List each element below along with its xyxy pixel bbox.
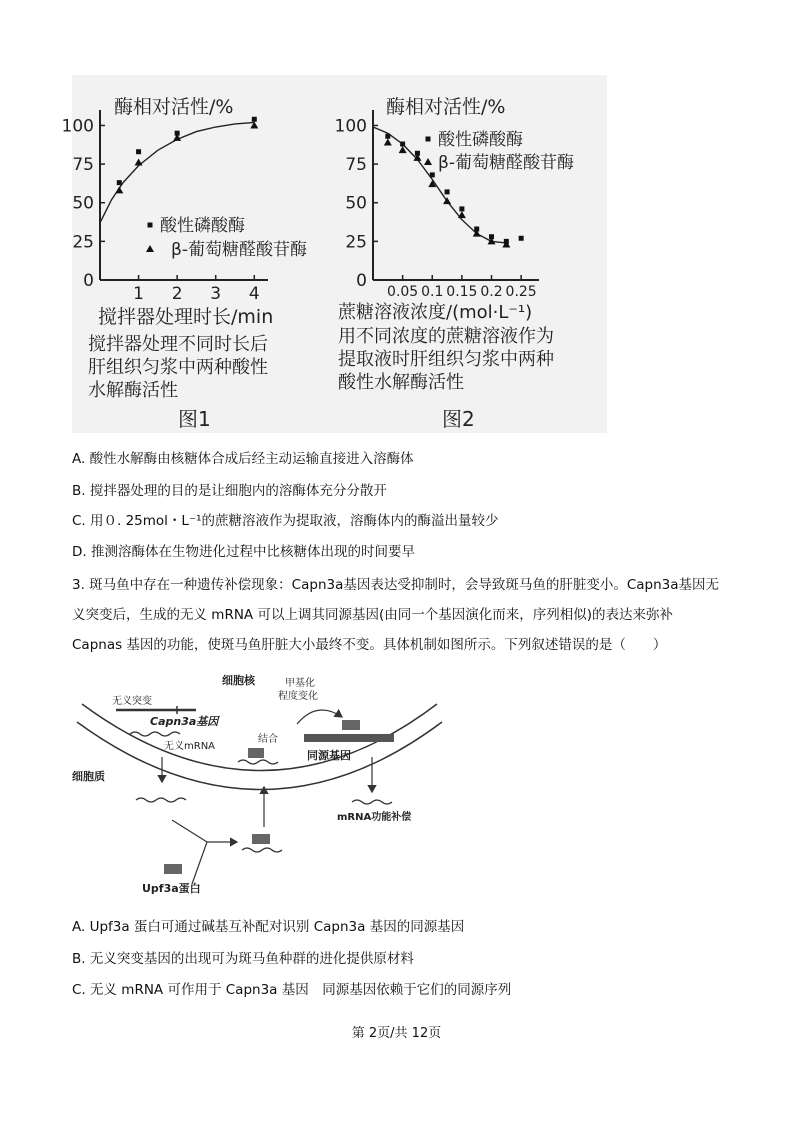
nonsense-mrna-cytoplasm — [136, 798, 186, 802]
methylation-arrow — [297, 710, 342, 724]
fig2-y-tick-label: 75 — [345, 155, 367, 176]
fig2-x-tick-label: 0.25 — [505, 284, 537, 300]
fig2-legend-marker-1 — [426, 137, 431, 142]
q3-option-b: B. 无义突变基因的出现可为斑马鱼种群的进化提供原材料 — [72, 951, 414, 967]
fig2-series1-point — [385, 134, 390, 139]
fig1-x-tick-label: 1 — [133, 284, 144, 304]
fig2-legend-label-2: β-葡萄糖醛酸苷酶 — [438, 153, 574, 173]
fig1-caption-line-1: 搅拌器处理不同时长后 — [88, 334, 268, 355]
mrna-bound-cytoplasm — [242, 848, 282, 852]
fig1-x-tick-label: 3 — [210, 284, 222, 304]
q2-option-d: D. 推测溶酶体在生物进化过程中比核糖体出现的时间要早 — [72, 544, 415, 560]
fig2-label: 图2 — [442, 407, 475, 431]
methyl-group-block — [342, 720, 360, 730]
fig2-series1-point — [445, 189, 450, 194]
q2-option-b: B. 搅拌器处理的目的是让细胞内的溶酶体充分分散开 — [72, 483, 387, 499]
fig2-caption-line-3: 酸性水解酶活性 — [338, 372, 464, 393]
homolog-gene-bar — [304, 734, 394, 742]
fig2-caption-line-2: 提取液时肝组织匀浆中两种 — [338, 349, 554, 370]
fig2-xlabel: 蔗糖溶液浓度/(mol·L⁻¹) — [338, 302, 533, 323]
q3-stem: 3. 斑马鱼中存在一种遗传补偿现象：Capn3a基因表达受抑制时，会导致斑马鱼的肝脏变小。Capn3a基因无义突变后，生成的无义 mRNA 可以上调其同源基因(由同一个基因演化而来，序列相似)的表达来弥补 Capnas 基因的功能，使斑马鱼肝脏大小最终不变。具体机制如图所示。下列叙述错误的是（ ） — [72, 577, 720, 653]
nonsense-mrna-label: 无义mRNA — [164, 741, 216, 752]
mrna-bound-nucleus — [238, 760, 278, 764]
fig2-series1-point — [430, 172, 435, 177]
fig1-series1-point — [117, 180, 122, 185]
fig1-ylabel: 酶相对活性/% — [114, 96, 234, 118]
fig1-legend-marker-1 — [148, 223, 153, 228]
upf3a-protein-label: Upf3a蛋白 — [142, 882, 201, 895]
fig2-x-tick-label: 0.15 — [446, 284, 478, 300]
fig2-series1-point — [459, 206, 464, 211]
fig1-x-tick-label: 4 — [248, 284, 260, 304]
fig2-x-tick-label: 0.1 — [421, 284, 444, 300]
homolog-gene-label: 同源基因 — [307, 749, 351, 762]
fig1-legend-label-2: β-葡萄糖醛酸苷酶 — [171, 240, 307, 260]
fig1-x-tick-label: 2 — [171, 284, 183, 304]
fig2-y-tick-label: 25 — [345, 232, 367, 253]
q3-option-c: C. 无义 mRNA 可作用于 Capn3a 基因 同源基因依赖于它们的同源序列 — [72, 982, 512, 998]
methylation-label-2: 程度变化 — [278, 691, 318, 702]
fig2-ylabel: 酶相对活性/% — [386, 96, 506, 118]
nonsense-mutation-label: 无义突变 — [112, 696, 152, 707]
fig2-y-tick-label: 50 — [345, 193, 367, 214]
fig1-y-tick-label: 25 — [72, 232, 94, 253]
fig2-series1-point — [519, 236, 524, 241]
fig2-legend-label-1: 酸性磷酸酶 — [438, 130, 523, 150]
fig1-label: 图1 — [178, 407, 211, 431]
upf3a-complex-nucleus — [248, 748, 264, 758]
fig1-y-tick-label: 0 — [83, 271, 94, 291]
cytoplasm-label: 细胞质 — [72, 770, 105, 783]
q2-option-c: C. 用０. 25mol・L⁻¹的蔗糖溶液作为提取液，溶酶体内的酶溢出量较少 — [72, 513, 499, 529]
q2-option-a: A. 酸性水解酶由核糖体合成后经主动运输直接进入溶酶体 — [72, 451, 414, 467]
fig1-series1-point — [252, 117, 257, 122]
mrna-compensation-label: mRNA功能补偿 — [337, 812, 412, 823]
fig2-caption-line-1: 用不同浓度的蔗糖溶液作为 — [338, 326, 554, 347]
fig2-y-tick-label: 0 — [356, 271, 367, 291]
upf3a-complex-cytoplasm — [252, 834, 270, 844]
pathway-line-2 — [192, 842, 207, 884]
mechanism-diagram — [72, 662, 452, 902]
capn3a-gene-label: Capn3a基因 — [150, 715, 219, 728]
fig1-y-tick-label: 50 — [72, 193, 94, 214]
nucleus-label: 细胞核 — [222, 674, 255, 687]
methylation-label-1: 甲基化 — [285, 678, 315, 689]
fig1-y-tick-label: 100 — [61, 116, 94, 137]
figure-panel — [0, 0, 793, 440]
binding-label: 结合 — [258, 734, 278, 745]
nonsense-mrna-nucleus — [130, 732, 180, 736]
fig1-y-tick-label: 75 — [72, 155, 94, 176]
page-footer: 第 2页/共 12页 — [351, 1026, 442, 1041]
fig1-series1-point — [136, 149, 141, 154]
q3-option-a: A. Upf3a 蛋白可通过碱基互补配对识别 Capn3a 基因的同源基因 — [72, 919, 465, 935]
fig2-x-tick-label: 0.2 — [480, 284, 503, 300]
compensation-mrna — [352, 800, 392, 804]
fig1-caption-line-2: 肝组织匀浆中两种酸性 — [88, 357, 268, 378]
fig1-legend-label-1: 酸性磷酸酶 — [160, 216, 245, 236]
fig2-y-tick-label: 100 — [334, 116, 367, 137]
fig2-series1-point — [400, 142, 405, 147]
fig1-caption-line-3: 水解酶活性 — [88, 380, 178, 401]
fig2-x-tick-label: 0.05 — [387, 284, 419, 300]
pathway-line-1 — [172, 820, 207, 842]
fig1-xlabel: 搅拌器处理时长/min — [98, 306, 274, 328]
upf3a-protein-block — [164, 864, 182, 874]
